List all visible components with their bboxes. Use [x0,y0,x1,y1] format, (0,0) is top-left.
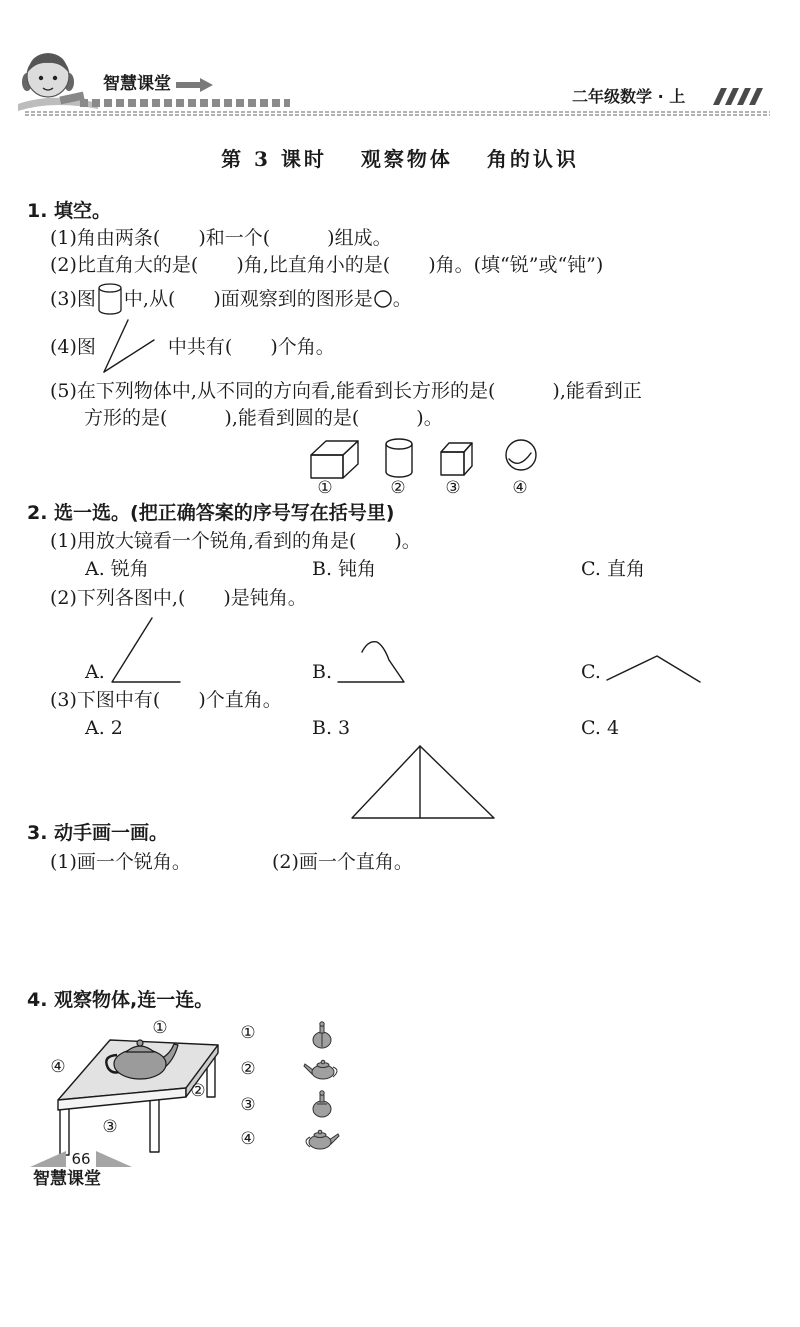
footer-logo-text: 智慧课堂 [33,1169,101,1189]
header-slash-bars [713,88,763,105]
teapot-view-1-icon [313,1022,331,1048]
shape-label-2: ② [390,478,406,498]
q2-sub-2-question: (2)下列各图中,( )是钝角。 [50,587,307,609]
q1-item-3 [50,282,412,316]
q2-sub-1-question: (1)用放大镜看一个锐角,看到的角是( )。 [50,530,421,552]
option-b-curve-figure [338,642,404,682]
shape-label-4: ④ [512,478,528,498]
angle-rays-icon [100,318,162,376]
triangle-figure [352,746,494,818]
header-dot-bar [80,99,290,107]
lesson-title [0,146,800,172]
table-left-leg [60,1104,69,1155]
q2-sub-3-option-c: C. 4 [581,717,620,739]
q1-item-1: (1)角由两条( )和一个( )组成。 [50,227,392,249]
q1-heading: 1. 填空。 [27,200,112,222]
header-dashed-rule [25,112,770,115]
q4-heading: 4. 观察物体,连一连。 [27,989,214,1011]
logo-arrow-icon [176,78,213,92]
q1-item-5-line-2: 方形的是( ),能看到圆的是( )。 [84,407,443,429]
q2-sub-3-question: (3)下图中有( )个直角。 [50,689,282,711]
cuboid-shape [311,441,358,478]
lesson-topic-1: 观察物体 [360,147,453,171]
page-number: 66 [71,1150,91,1168]
q1-item-4-part-1: (4)图 [50,336,96,358]
q1-item-4-part-2: 中共有( )个角。 [167,336,335,358]
circle-shape-icon [373,289,393,309]
header-logo-text: 智慧课堂 [103,74,171,94]
cylinder-icon [96,282,124,316]
cube-shape [441,443,472,475]
q2-sub-2-option-a: A. [85,661,105,683]
q2-sub-2-option-b: B. [312,661,333,683]
q2-sub-1-option-c: C. 直角 [581,558,645,580]
lesson-number: 第 3 课时 [221,147,327,171]
cylinder-shape [386,439,412,477]
match-label-4: ④ [240,1129,256,1149]
q1-item-3-part-3: 。 [392,288,412,310]
view-position-1: ① [152,1018,168,1038]
option-a-angle-figure [112,618,180,682]
book-title: 二年级数学 · 上 [572,87,686,106]
table-right-leg [150,1094,159,1152]
match-label-1: ① [240,1023,256,1043]
q2-sub-1-option-b: B. 钝角 [312,558,377,580]
view-position-3: ③ [102,1117,118,1137]
q1-item-3-part-1: (3)图 [50,288,96,310]
shape-label-3: ③ [445,478,461,498]
q2-sub-2-option-c: C. [581,661,601,683]
q1-item-3-part-2: 中,从( )面观察到的图形是 [123,288,373,310]
q1-item-2: (2)比直角大的是( )角,比直角小的是( )角。(填“锐”或“钝”) [50,254,604,276]
q3-item-2: (2)画一个直角。 [272,851,413,873]
teapot-view-3-icon [313,1091,331,1117]
sphere-shape [506,440,536,470]
q1-item-5-line-1: (5)在下列物体中,从不同的方向看,能看到长方形的是( ),能看到正 [50,380,642,402]
q2-sub-1-option-a: A. 锐角 [85,558,149,580]
q3-item-1: (1)画一个锐角。 [50,851,191,873]
teapot-view-2-icon [304,1060,337,1079]
teapot-view-4-icon [306,1130,339,1149]
view-position-2: ② [190,1081,206,1101]
q2-heading: 2. 选一选。(把正确答案的序号写在括号里) [27,502,395,524]
q1-item-4 [50,318,335,376]
view-position-4: ④ [50,1057,66,1077]
q2-sub-3-option-b: B. 3 [312,717,351,739]
shape-label-1: ① [317,478,333,498]
match-label-2: ② [240,1059,256,1079]
option-c-angle-figure [607,656,700,682]
lesson-topic-2: 角的认识 [486,147,579,171]
q2-sub-3-option-a: A. 2 [85,717,123,739]
q3-heading: 3. 动手画一画。 [27,822,169,844]
match-label-3: ③ [240,1095,256,1115]
